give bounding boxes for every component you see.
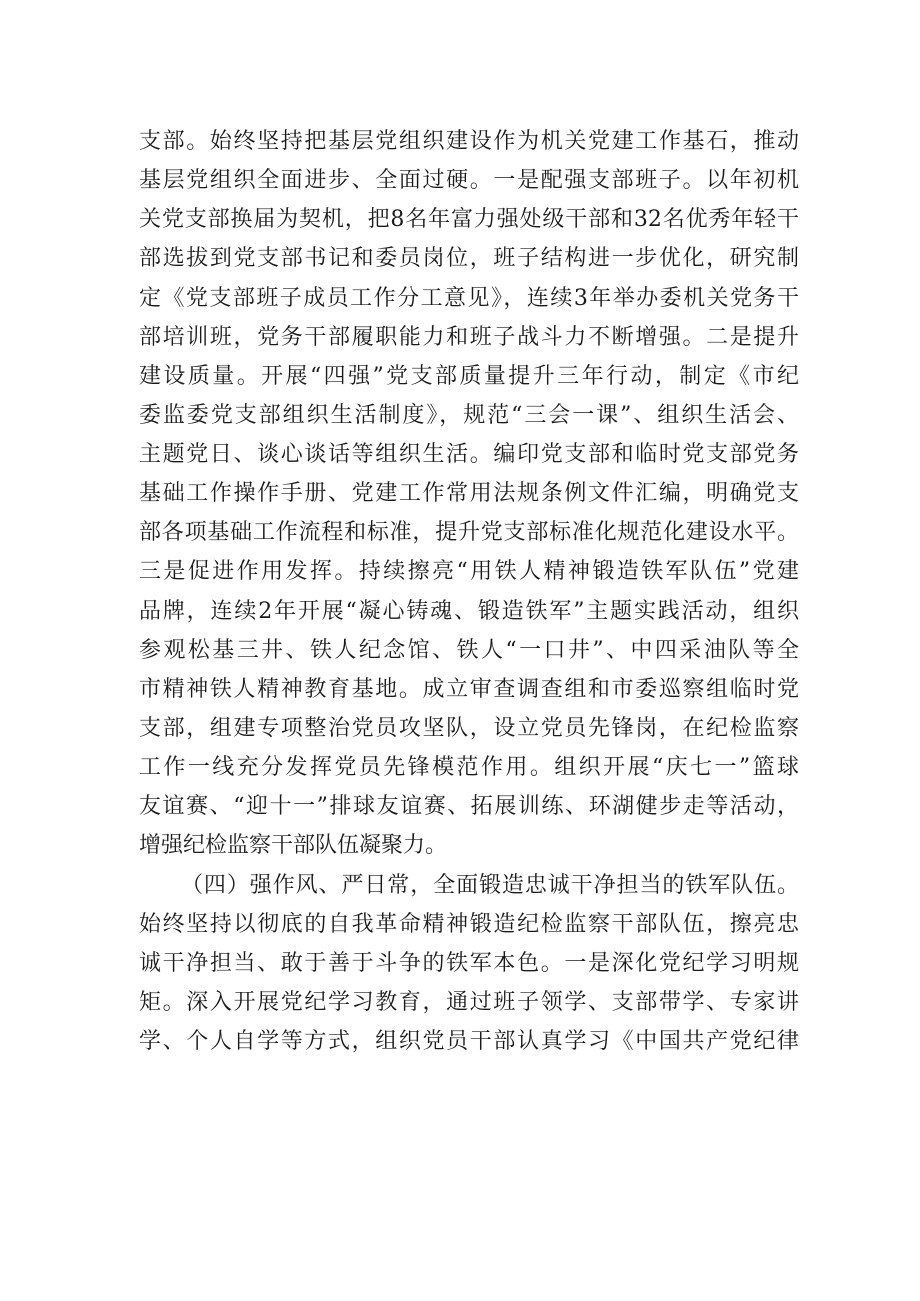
text-line: 矩。深入开展党纪学习教育，通过班子领学、支部带学、专家讲	[139, 990, 799, 1015]
text-line: 部各项基础工作流程和标准，提升党支部标准化规范化建设水平。	[139, 520, 799, 545]
text-line: 友谊赛、“迎十一”排球友谊赛、拓展训练、环湖健步走等活动，	[139, 794, 799, 819]
text-line: 工作一线充分发挥党员先锋模范作用。组织开展“庆七一”篮球	[139, 755, 799, 780]
text-line: 主题党日、谈心谈话等组织生活。编印党支部和临时党支部党务	[139, 442, 799, 467]
text-line: 基础工作操作手册、党建工作常用法规条例文件汇编，明确党支	[139, 481, 799, 506]
text-line: 参观松基三井、铁人纪念馆、铁人“一口井”、中四采油队等全	[139, 638, 799, 663]
text-line: 始终坚持以彻底的自我革命精神锻造纪检监察干部队伍，擦亮忠	[139, 912, 799, 937]
text-line: 委监委党支部组织生活制度》，规范“三会一课”、组织生活会、	[139, 403, 799, 428]
section-heading-line: （四）强作风、严日常，全面锻造忠诚干净担当的铁军队伍。	[181, 873, 799, 898]
text-line: 市精神铁人精神教育基地。成立审查调查组和市委巡察组临时党	[139, 677, 799, 702]
text-line: 品牌，连续2年开展“凝心铸魂、锻造铁军”主题实践活动，组织	[139, 599, 799, 624]
text-line: 三是促进作用发挥。持续擦亮“用铁人精神锻造铁军队伍”党建	[139, 559, 799, 584]
text-line: 定《党支部班子成员工作分工意见》，连续3年举办委机关党务干	[139, 286, 799, 311]
text-line: 部培训班，党务干部履职能力和班子战斗力不断增强。二是提升	[139, 325, 799, 350]
text-line: 部选拔到党支部书记和委员岗位，班子结构进一步优化，研究制	[139, 246, 799, 271]
text-line: 增强纪检监察干部队伍凝聚力。	[139, 833, 448, 858]
text-line: 关党支部换届为契机，把8名年富力强处级干部和32名优秀年轻干	[139, 207, 799, 232]
text-line: 诚干净担当、敢于善于斗争的铁军本色。一是深化党纪学习明规	[139, 951, 799, 976]
text-line: 支部，组建专项整治党员攻坚队，设立党员先锋岗，在纪检监察	[139, 716, 799, 741]
text-line: 建设质量。开展“四强”党支部质量提升三年行动，制定《市纪	[139, 364, 799, 389]
text-line: 支部。始终坚持把基层党组织建设作为机关党建工作基石，推动	[139, 129, 799, 154]
text-line: 基层党组织全面进步、全面过硬。一是配强支部班子。以年初机	[139, 168, 799, 193]
text-line: 学、个人自学等方式，组织党员干部认真学习《中国共产党纪律	[139, 1029, 799, 1054]
